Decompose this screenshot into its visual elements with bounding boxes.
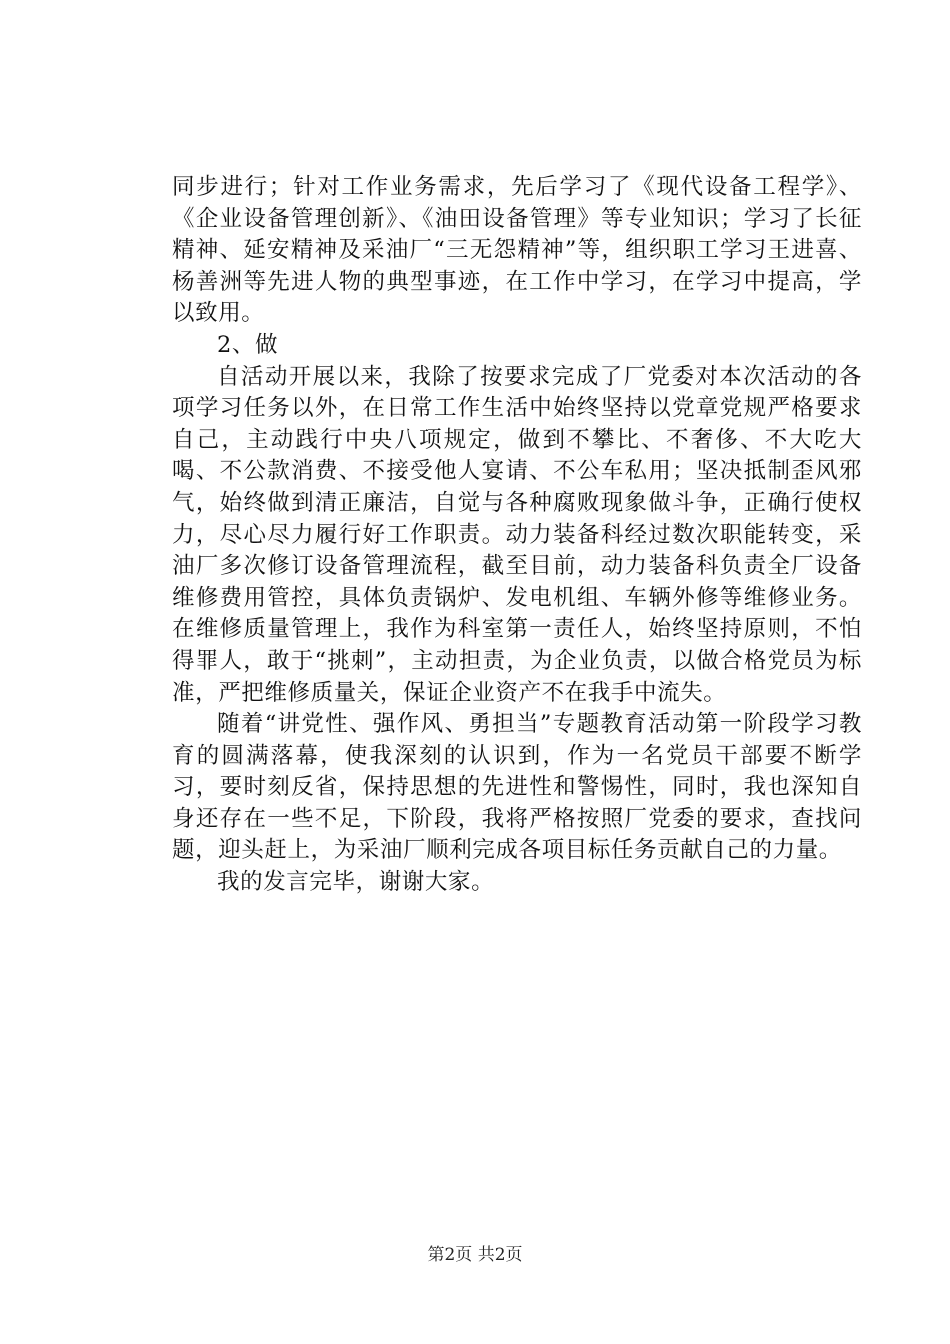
paragraph-closing: 我的发言完毕，谢谢大家。 <box>217 869 495 896</box>
section-heading-do: 2、做 <box>217 331 279 358</box>
page-number-footer: 第2页 共2页 <box>427 1245 523 1265</box>
paragraph-conclusion: 随着“讲党性、强作风、勇担当”专题教育活动第一阶段学习教育的圆满落幕，使我深刻的认识到，作为一名党员干部要不断学习，要时刻反省，保持思想的先进性和警惕性，同时，我也深知自身还存在一些不足，下阶段，我将严格按照厂党委的要求，查找问题，迎头赶上，为采油厂顺利完成各项目标任务贡献自己的力量。 <box>172 711 862 864</box>
paragraph-practice: 自活动开展以来，我除了按要求完成了厂党委对本次活动的各项学习任务以外，在日常工作生活中始终坚持以党章党规严格要求自己，主动践行中央八项规定，做到不攀比、不奢侈、不大吃大喝、不公款消费、不接受他人宴请、不公车私用；坚决抵制歪风邪气，始终做到清正廉洁，自觉与各种腐败现象做斗争，正确行使权力，尽心尽力履行好工作职责。动力装备科经过数次职能转变，采油厂多次修订设备管理流程，截至目前，动力装备科负责全厂设备维修费用管控，具体负责锅炉、发电机组、车辆外修等维修业务。在维修质量管理上，我作为科室第一责任人，始终坚持原则，不怕得罪人，敢于“挑刺”，主动担责，为企业负责，以做合格党员为标准，严把维修质量关，保证企业资产不在我手中流失。 <box>172 363 862 706</box>
paragraph-continuation: 同步进行；针对工作业务需求，先后学习了《现代设备工程学》、《企业设备管理创新》、《油田设备管理》等专业知识；学习了长征精神、延安精神及采油厂“三无怨精神”等，组织职工学习王进喜、杨善洲等先进人物的典型事迹，在工作中学习，在学习中提高，学以致用。 <box>172 174 862 327</box>
document-body <box>172 172 862 899</box>
